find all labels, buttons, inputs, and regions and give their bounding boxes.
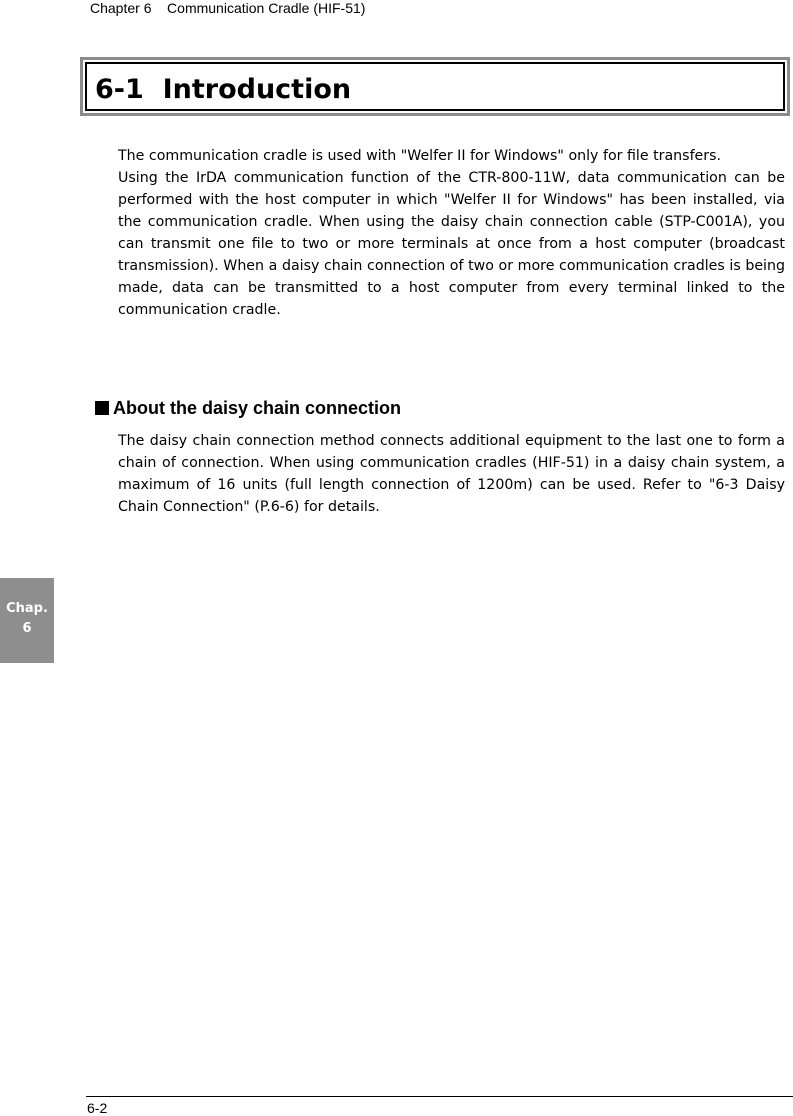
section-title: 6-1 Introduction (95, 74, 352, 105)
daisy-chain-heading: About the daisy chain connection (113, 398, 402, 418)
daisy-chain-paragraph: The daisy chain connection method connects additional equipment to the last one to form a chain of connection. When using communication cradles (HIF-51) in a daisy chain system, a maximum of 16 units (full length connection of 1200m) can be used. Refer to "6-3 Daisy Chain Connection" (P.6-6) for details. (118, 433, 785, 515)
running-head: Chapter 6 Communication Cradle (HIF-51) (90, 0, 366, 16)
square-bullet-icon (95, 401, 109, 415)
chapter-tab-label: Chap. (6, 601, 48, 616)
section-title-box (80, 57, 790, 116)
daisy-chain-heading-row (95, 397, 401, 419)
intro-paragraph-2: Using the IrDA communication function of the CTR-800-11W, data communication can be performed with the host computer in which "Welfer II for Windows" has been installed, via the communication cradle. When using the daisy chain connection cable (STP-C001A), you can transmit one file to two or more terminals at once from a host computer (broadcast transmission). When a daisy chain connection of two or more communication cradles is being made, data can be transmitted to a host computer from every terminal linked to the communication cradle. (118, 170, 785, 318)
intro-text (118, 145, 785, 321)
page-number: 6-2 (87, 1100, 108, 1116)
section-title-frame (85, 62, 785, 111)
intro-paragraph-1: The communication cradle is used with "Welfer II for Windows" only for file transfers. (118, 148, 722, 164)
chapter-tab-number: 6 (22, 621, 32, 636)
chapter-tab (0, 578, 54, 663)
footer-rule (86, 1096, 793, 1097)
